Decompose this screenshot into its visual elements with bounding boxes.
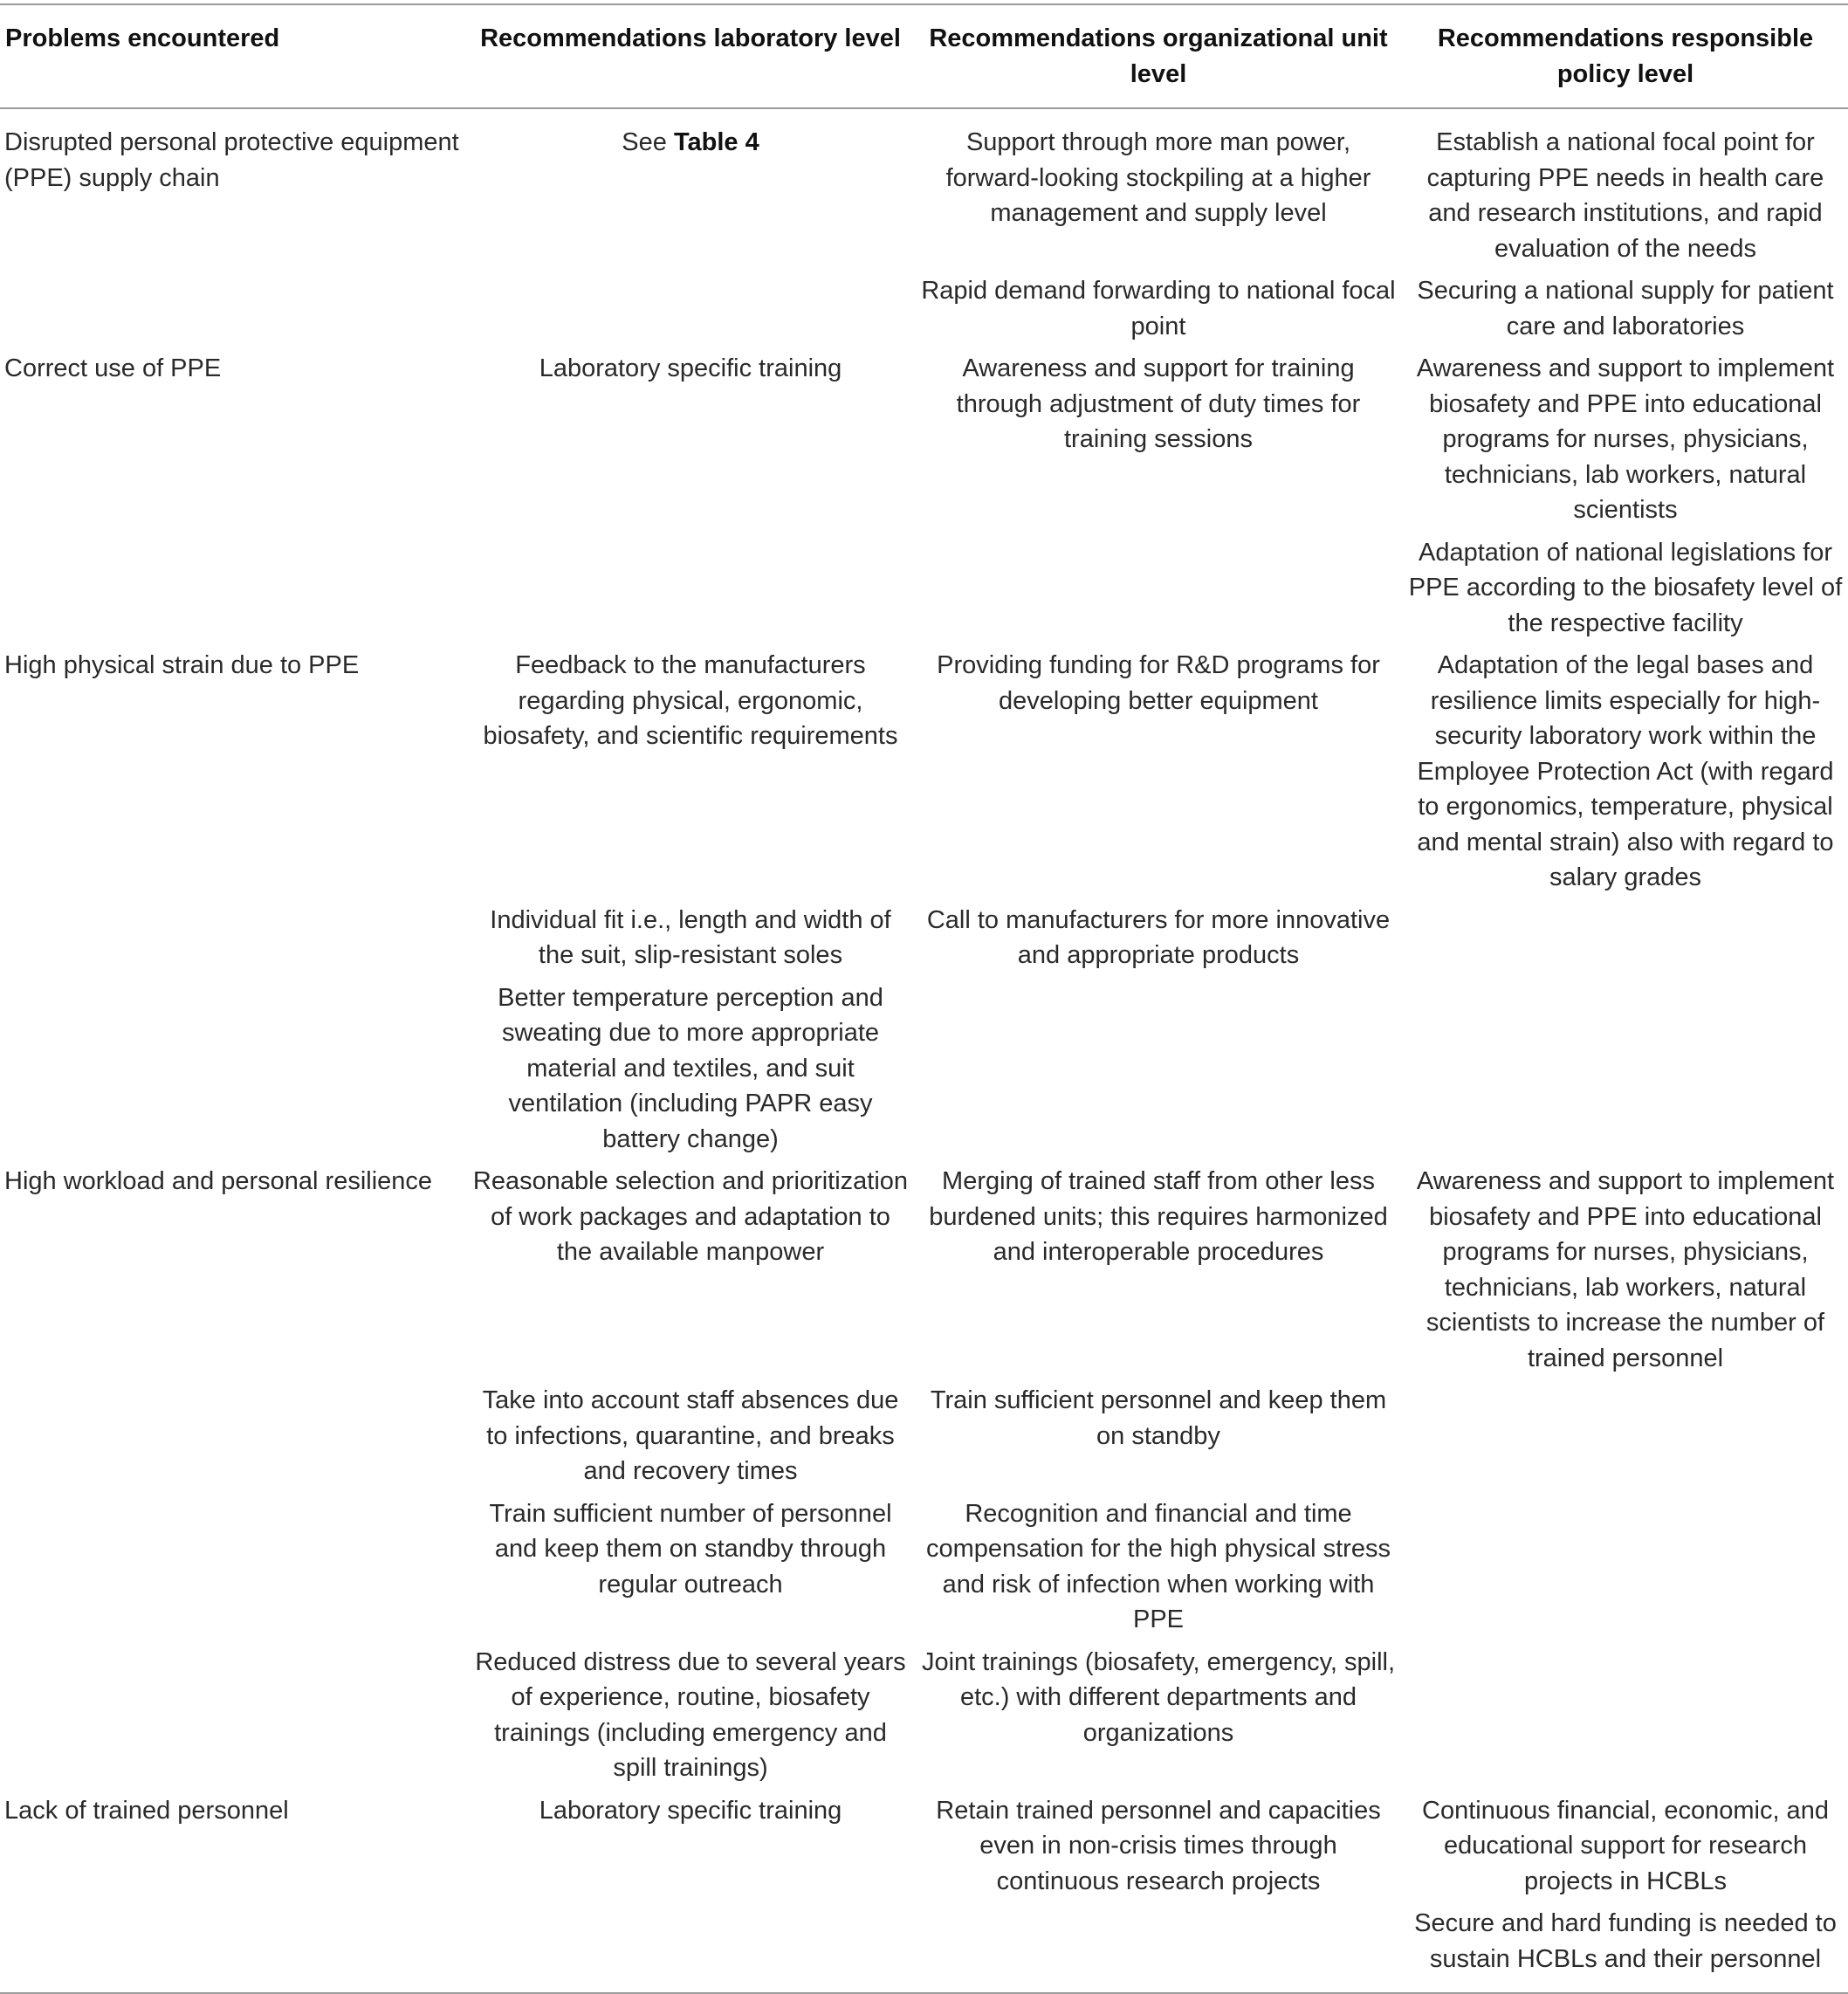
policy-cell: Continuous financial, economic, and educational support for research projects in HCBLs [1422, 1796, 1829, 1895]
organizational-cell: Train sufficient personnel and keep them on standby [930, 1386, 1387, 1450]
laboratory-cell: Individual fit i.e., length and width of the suit, slip-resistant soles [490, 905, 891, 969]
table-row [0, 347, 1848, 532]
laboratory-cell: Laboratory specific training [539, 354, 842, 382]
policy-cell: Adaptation of national legislations for PPE according to the biosafety level of the respective facility [1408, 538, 1843, 637]
laboratory-cell [467, 1902, 914, 1993]
laboratory-cell: Train sufficient number of personnel and keep them on standby through regular outreach [489, 1499, 892, 1599]
table-reference-link[interactable]: Table 4 [673, 128, 759, 156]
problem-cell [0, 977, 467, 1161]
policy-cell: Awareness and support to implement biosafety and PPE into educational programs for nurses, physicians, technicians, lab workers, natural scientists to increase the number of trained personnel [1416, 1167, 1835, 1372]
organizational-cell: Support through more man power, forward-looking stockpiling at a higher management and supply level [945, 128, 1371, 227]
problem-cell: Disrupted personal protective equipment (PPE) supply chain [4, 128, 459, 192]
policy-cell [1403, 1641, 1848, 1790]
table-reference-prefix: See [622, 128, 674, 156]
header-organizational-unit-level: Recommendations organizational unit level [929, 24, 1388, 88]
policy-cell: Establish a national focal point for capturing PPE needs in health care and research institutions, and rapid evaluation of the needs [1426, 128, 1824, 263]
recommendations-table [0, 3, 1848, 1994]
laboratory-cell: Better temperature perception and sweating due to more appropriate material and textiles, and suit ventilation (including PAPR easy battery change) [498, 983, 883, 1153]
header-laboratory-level: Recommendations laboratory level [480, 24, 901, 52]
table-row [0, 1902, 1848, 1993]
policy-cell: Awareness and support to implement biosafety and PPE into educational programs for nurses, physicians, technicians, lab workers, natural scientists [1416, 354, 1835, 524]
table-row [0, 644, 1848, 899]
table-row [0, 532, 1848, 645]
table-row [0, 899, 1848, 977]
organizational-cell [914, 977, 1403, 1161]
problem-cell: Correct use of PPE [4, 354, 222, 382]
table-row [0, 108, 1848, 270]
problem-cell [0, 899, 467, 977]
problem-cell [0, 270, 467, 347]
table-row [0, 1493, 1848, 1641]
organizational-cell [914, 532, 1403, 645]
policy-cell [1403, 1493, 1848, 1641]
policy-cell [1403, 1379, 1848, 1493]
policy-cell: Secure and hard funding is needed to sustain HCBLs and their personnel [1414, 1909, 1837, 1973]
header-row [0, 4, 1848, 108]
table-row [0, 1790, 1848, 1903]
table-row [0, 1160, 1848, 1379]
laboratory-cell: Take into account staff absences due to infections, quarantine, and breaks and recovery times [482, 1386, 899, 1485]
problem-cell [0, 1379, 467, 1493]
organizational-cell [914, 1902, 1403, 1993]
header-problems: Problems encountered [5, 24, 280, 52]
laboratory-cell: Feedback to the manufacturers regarding physical, ergonomic, biosafety, and scientific requirements [483, 651, 898, 750]
laboratory-cell [467, 270, 914, 347]
problem-cell: Lack of trained personnel [4, 1796, 289, 1825]
laboratory-cell [467, 108, 914, 270]
table-row [0, 1641, 1848, 1790]
problem-cell: High physical strain due to PPE [4, 651, 360, 679]
header-policy-level: Recommendations responsible policy level [1437, 24, 1814, 88]
organizational-cell: Recognition and financial and time compensation for the high physical stress and risk of infection when working with PPE [926, 1499, 1391, 1633]
laboratory-cell: Reduced distress due to several years of experience, routine, biosafety trainings (including emergency and spill trainings) [475, 1647, 906, 1782]
organizational-cell: Awareness and support for training through adjustment of duty times for training sessions [956, 354, 1361, 453]
policy-cell [1403, 977, 1848, 1161]
organizational-cell: Call to manufacturers for more innovative and appropriate products [926, 905, 1391, 969]
table-row [0, 977, 1848, 1161]
problem-cell [0, 1493, 467, 1641]
laboratory-cell: Reasonable selection and prioritization of work packages and adaptation to the available manpower [472, 1167, 909, 1266]
organizational-cell: Merging of trained staff from other less burdened units; this requires harmonized and interoperable procedures [929, 1167, 1388, 1266]
laboratory-cell [467, 532, 914, 645]
problem-cell: High workload and personal resilience [4, 1167, 433, 1195]
organizational-cell: Providing funding for R&D programs for developing better equipment [937, 651, 1380, 715]
organizational-cell: Retain trained personnel and capacities even in non-crisis times through continuous research projects [936, 1796, 1381, 1895]
organizational-cell: Joint trainings (biosafety, emergency, spill, etc.) with different departments and organizations [921, 1647, 1396, 1747]
table-row [0, 270, 1848, 347]
problem-cell [0, 532, 467, 645]
organizational-cell: Rapid demand forwarding to national focal point [921, 277, 1396, 340]
policy-cell: Adaptation of the legal bases and resilience limits especially for high-security laboratory work within the Employee Protection Act (with regard to ergonomics, temperature, physical and mental strain) also with regard to salary grades [1417, 651, 1834, 891]
problem-cell [0, 1902, 467, 1993]
policy-cell: Securing a national supply for patient care and laboratories [1417, 277, 1834, 340]
policy-cell [1403, 899, 1848, 977]
laboratory-cell: Laboratory specific training [539, 1796, 842, 1825]
problem-cell [0, 1641, 467, 1790]
table-row [0, 1379, 1848, 1493]
